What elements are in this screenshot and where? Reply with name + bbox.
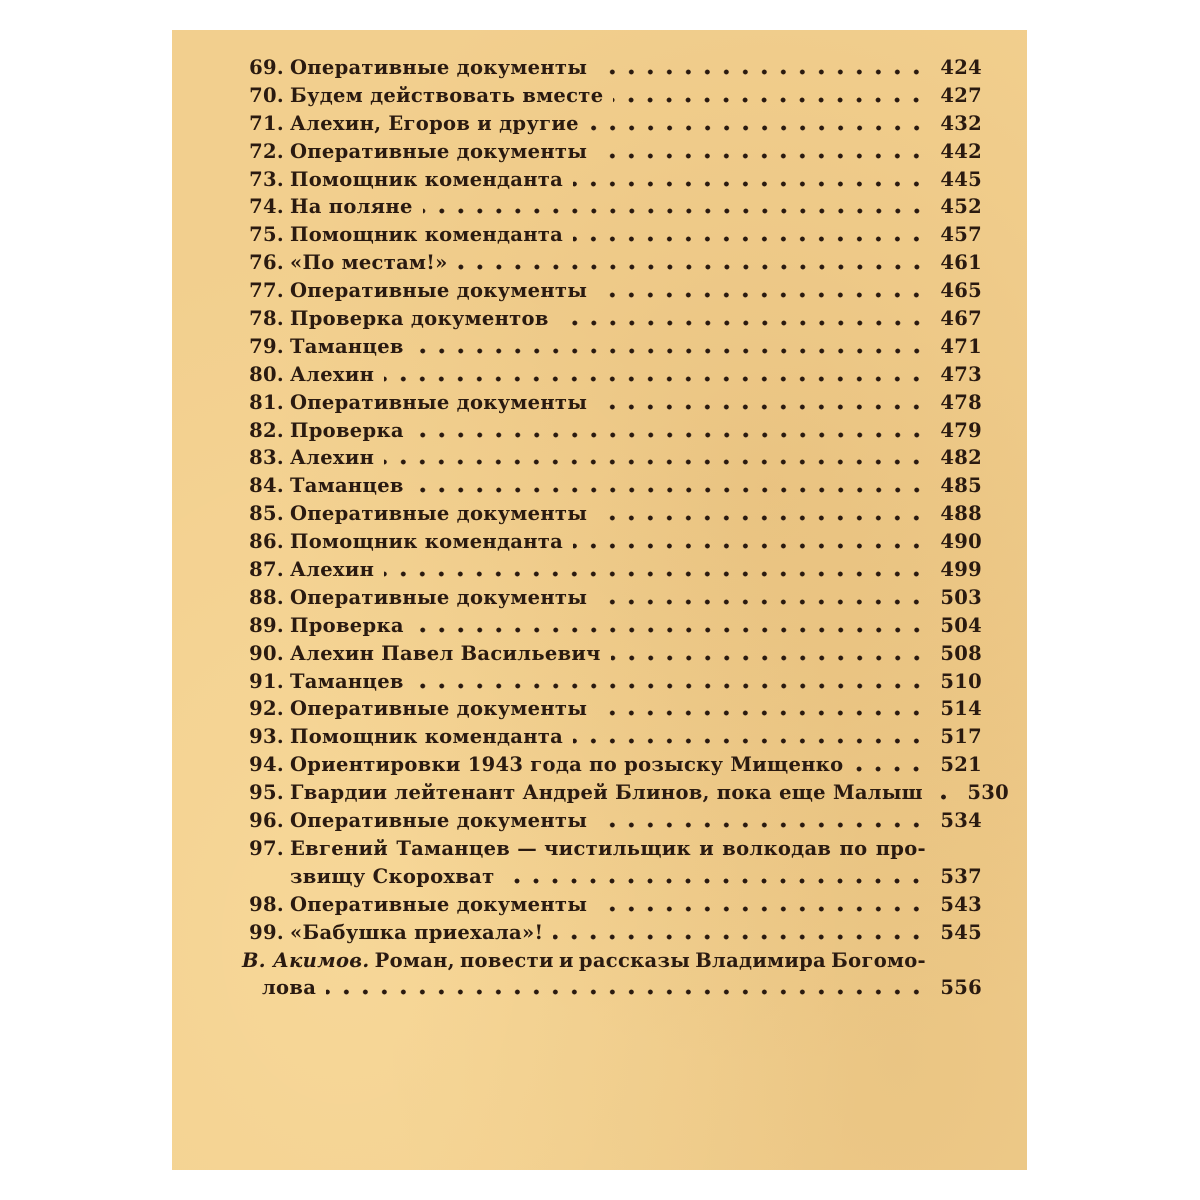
- dot-leader: [414, 348, 926, 354]
- dot-leader: [573, 543, 926, 549]
- entry-page-number: 543: [940, 892, 982, 916]
- dot-leader: [573, 738, 926, 744]
- toc-entry: [242, 389, 982, 417]
- toc-entry: [242, 584, 982, 612]
- entry-title: Проверка: [290, 613, 404, 637]
- word: Богомо-: [831, 948, 926, 972]
- word: рассказы: [578, 948, 691, 972]
- toc-entry: [242, 333, 982, 361]
- entry-number: 70.: [249, 83, 284, 107]
- entry-page-number: 499: [940, 558, 982, 582]
- entry-title: Проверка документов: [290, 307, 549, 331]
- word: Евгений: [290, 836, 389, 860]
- dot-leader: [384, 571, 926, 577]
- word: Таманцев — чистильщик: [396, 836, 691, 860]
- entry-title: Оперативные документы: [290, 697, 588, 721]
- toc-entry: [242, 417, 982, 445]
- toc-entry: [242, 779, 1009, 807]
- entry-number: 87.: [249, 558, 284, 582]
- dot-leader: [504, 878, 926, 884]
- entry-title: Помощник коменданта: [290, 167, 564, 191]
- entry-title: Оперативные документы: [290, 585, 588, 609]
- entry-title: «Бабушка приехала»!: [290, 920, 544, 944]
- entry-page-number: 424: [940, 56, 982, 79]
- entry-title: Оперативные документы: [290, 502, 588, 526]
- entry-number: 73.: [249, 167, 284, 191]
- afterword-page-number: 556: [940, 976, 982, 1000]
- dot-leader: [414, 432, 926, 438]
- toc-entry: [242, 472, 982, 500]
- entry-number: 90.: [249, 641, 284, 665]
- entry-number: 96.: [249, 809, 284, 833]
- dot-leader: [597, 599, 926, 605]
- dot-leader: [553, 934, 926, 940]
- dot-leader: [573, 236, 926, 242]
- entry-page-number: 471: [940, 334, 982, 358]
- entry-number: 75.: [249, 223, 284, 247]
- entry-page-number: 503: [940, 585, 982, 609]
- toc-entry: [242, 500, 982, 528]
- entry-number: 77.: [249, 279, 284, 303]
- entry-title: Оперативные документы: [290, 56, 588, 79]
- word: Владимира: [695, 948, 826, 972]
- entry-page-number: 473: [940, 362, 982, 386]
- toc-entry-97-line1: [242, 835, 982, 863]
- entry-title: Помощник коменданта: [290, 530, 564, 554]
- toc-entry: [242, 528, 982, 556]
- entry-title: Алехин, Егоров и другие: [290, 111, 579, 135]
- entry-title: Будем действовать вместе: [290, 83, 604, 107]
- dot-leader: [414, 627, 926, 633]
- dot-leader: [423, 208, 926, 214]
- toc-entry: [242, 193, 982, 221]
- entry-page-number: 514: [940, 697, 982, 721]
- toc-entry: [242, 166, 982, 194]
- entry-page-number: 442: [940, 139, 982, 163]
- entry-title: На поляне: [290, 195, 413, 219]
- dot-leader: [613, 97, 926, 103]
- entry-title: Оперативные документы: [290, 892, 588, 916]
- toc-entry: [242, 277, 982, 305]
- entry-title: Оперативные документы: [290, 390, 588, 414]
- dot-leader: [414, 683, 926, 689]
- word: повести: [459, 948, 554, 972]
- entry-page-number: 461: [940, 251, 982, 275]
- entry-page-number: 488: [940, 502, 982, 526]
- entry-title: Алехин Павел Васильевич: [290, 641, 601, 665]
- dot-leader: [597, 822, 926, 828]
- word: Роман,: [374, 948, 455, 972]
- toc-entry: [242, 695, 982, 723]
- dot-leader: [597, 515, 926, 521]
- toc-afterword: [242, 947, 982, 1003]
- entry-number: 74.: [249, 195, 284, 219]
- entry-number: 80.: [249, 362, 284, 386]
- entry-number: 69.: [249, 56, 284, 79]
- entry-title: Гвардии лейтенант Андрей Блинов, пока еще Малыш: [290, 781, 923, 805]
- dot-leader: [597, 710, 926, 716]
- toc-entry: [242, 612, 982, 640]
- entry-number: 94.: [249, 753, 284, 777]
- entry-number: 97.: [249, 836, 284, 860]
- toc-entry: [242, 668, 982, 696]
- toc-entry: [242, 82, 982, 110]
- entry-number: 78.: [249, 307, 284, 331]
- dot-leader: [597, 69, 926, 75]
- afterword-title-line2: лова: [262, 976, 317, 1000]
- entry-page-number: 510: [940, 669, 982, 693]
- entry-page-number: 530: [967, 781, 1009, 805]
- entry-title: Алехин: [290, 446, 375, 470]
- afterword-title-line1: [242, 947, 926, 975]
- dot-leader: [853, 766, 926, 772]
- entry-title-line1: [290, 835, 926, 863]
- dot-leader: [384, 459, 926, 465]
- entry-page-number: 478: [940, 390, 982, 414]
- toc-entry: [242, 640, 982, 668]
- entry-number: 91.: [249, 669, 284, 693]
- entry-number: 76.: [249, 251, 284, 275]
- table-of-contents: [242, 54, 1009, 1002]
- entry-number: 72.: [249, 139, 284, 163]
- word: по: [839, 836, 868, 860]
- toc-entry: [242, 807, 982, 835]
- entry-number: 89.: [249, 613, 284, 637]
- entry-page-number: 427: [940, 83, 982, 107]
- entry-page-number: 508: [940, 641, 982, 665]
- entry-title: Оперативные документы: [290, 139, 588, 163]
- toc-entry: [242, 54, 982, 82]
- entry-page-number: 479: [940, 418, 982, 442]
- entry-page-number: 504: [940, 613, 982, 637]
- dot-leader: [597, 404, 926, 410]
- entry-number: 84.: [249, 474, 284, 498]
- entry-page-number: 485: [940, 474, 982, 498]
- word: про-: [875, 836, 926, 860]
- entry-title: «По местам!»: [290, 251, 448, 275]
- dot-leader: [458, 264, 926, 270]
- entry-page-number: 432: [940, 111, 982, 135]
- dot-leader: [597, 906, 926, 912]
- toc-entry: [242, 221, 982, 249]
- entry-number: 82.: [249, 418, 284, 442]
- toc-entry: [242, 919, 982, 947]
- toc-entry: [242, 110, 982, 138]
- dot-leader: [933, 794, 953, 800]
- dot-leader: [573, 181, 926, 187]
- dot-leader: [597, 153, 926, 159]
- word: и: [699, 836, 714, 860]
- toc-entry: [242, 723, 982, 751]
- book-page: [172, 30, 1027, 1170]
- dot-leader: [414, 487, 926, 493]
- entry-title: Таманцев: [290, 669, 404, 693]
- toc-entry: [242, 361, 982, 389]
- entry-page-number: 534: [940, 809, 982, 833]
- afterword-line2: [242, 974, 982, 1002]
- entry-title: Проверка: [290, 418, 404, 442]
- afterword-line1: [242, 947, 982, 975]
- entry-title: Помощник коменданта: [290, 725, 564, 749]
- toc-entries: [242, 54, 1009, 835]
- entry-page-number: 517: [940, 725, 982, 749]
- entry-number: 79.: [249, 334, 284, 358]
- entry-number: 95.: [249, 781, 284, 805]
- entry-page-number: 445: [940, 167, 982, 191]
- entry-page-number: 537: [940, 864, 982, 888]
- toc-entry: [242, 891, 982, 919]
- entry-title: Оперативные документы: [290, 279, 588, 303]
- entry-title: Оперативные документы: [290, 809, 588, 833]
- entry-page-number: 482: [940, 446, 982, 470]
- toc-entry-97-line2: [242, 863, 982, 891]
- entry-number: 98.: [249, 892, 284, 916]
- entry-title: Помощник коменданта: [290, 223, 564, 247]
- entry-number: 81.: [249, 390, 284, 414]
- toc-entry: [242, 249, 982, 277]
- entry-number: 71.: [249, 111, 284, 135]
- toc-entry: [242, 556, 982, 584]
- entry-number: 83.: [249, 446, 284, 470]
- toc-entry: [242, 138, 982, 166]
- entry-number: 93.: [249, 725, 284, 749]
- word: и: [558, 948, 574, 972]
- dot-leader: [611, 655, 926, 661]
- dot-leader: [559, 320, 926, 326]
- afterword-author: В. Акимов.: [242, 948, 370, 972]
- entry-title: Таманцев: [290, 474, 404, 498]
- entry-title: Алехин: [290, 362, 375, 386]
- entry-page-number: 490: [940, 530, 982, 554]
- entry-number: 92.: [249, 697, 284, 721]
- entry-page-number: 465: [940, 279, 982, 303]
- entry-number: 99.: [249, 920, 284, 944]
- toc-entry: [242, 305, 982, 333]
- dot-leader: [326, 989, 926, 995]
- toc-entry-97: [242, 835, 982, 891]
- toc-entry: [242, 444, 982, 472]
- entry-number: 85.: [249, 502, 284, 526]
- entry-title-line2: звищу Скорохват: [290, 864, 495, 888]
- entry-number: 88.: [249, 585, 284, 609]
- entry-page-number: 521: [940, 753, 982, 777]
- dot-leader: [589, 125, 926, 131]
- toc-entries-tail: [242, 891, 982, 947]
- entry-title: Ориентировки 1943 года по розыску Мищенко: [290, 753, 844, 777]
- entry-number: 86.: [249, 530, 284, 554]
- entry-page-number: 452: [940, 195, 982, 219]
- word: волкодав: [722, 836, 832, 860]
- dot-leader: [597, 292, 926, 298]
- entry-page-number: 457: [940, 223, 982, 247]
- entry-page-number: 545: [940, 920, 982, 944]
- entry-title: Таманцев: [290, 334, 404, 358]
- entry-page-number: 467: [940, 307, 982, 331]
- toc-entry: [242, 751, 982, 779]
- entry-title: Алехин: [290, 558, 375, 582]
- dot-leader: [384, 376, 926, 382]
